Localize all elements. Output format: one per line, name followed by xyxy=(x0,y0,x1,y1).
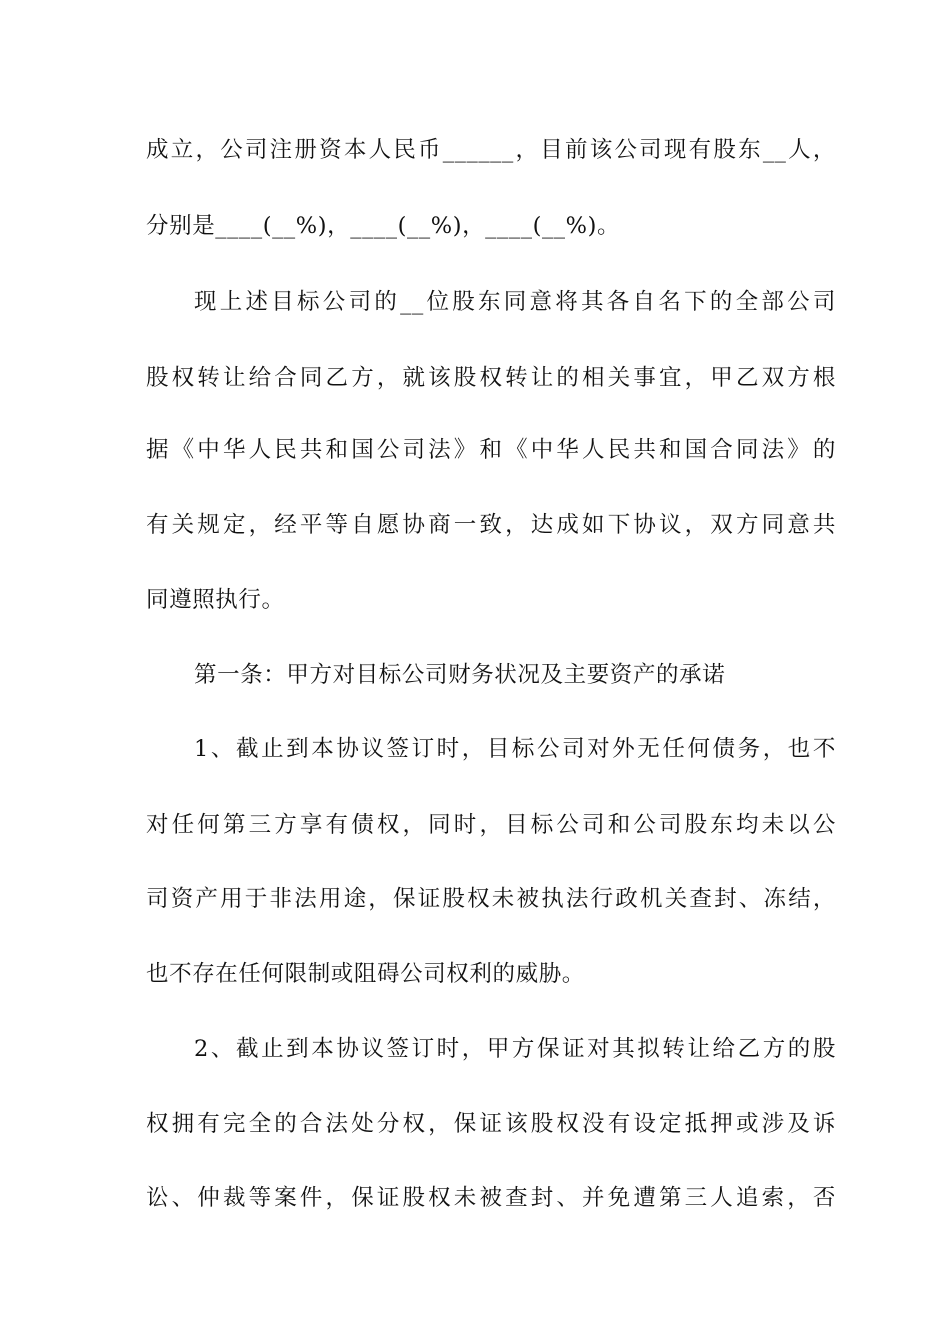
text-line: 讼、仲裁等案件，保证股权未被查封、并免遭第三人追索，否 xyxy=(146,1185,836,1211)
text-line: 据《中华人民共和国公司法》和《中华人民共和国合同法》的 xyxy=(146,437,836,463)
section-heading: 第一条：甲方对目标公司财务状况及主要资产的承诺 xyxy=(194,662,726,688)
text-line: 司资产用于非法用途，保证股权未被执法行政机关查封、冻结， xyxy=(146,886,836,912)
text-line: 同遵照执行。 xyxy=(146,587,285,613)
text-line: 1、截止到本协议签订时，目标公司对外无任何债务，也不 xyxy=(194,736,836,762)
text-line: 对任何第三方享有债权，同时，目标公司和公司股东均未以公 xyxy=(146,812,836,838)
text-line: 也不存在任何限制或阻碍公司权利的威胁。 xyxy=(146,961,585,987)
text-line: 有关规定，经平等自愿协商一致，达成如下协议，双方同意共 xyxy=(146,512,836,538)
text-line: 成立，公司注册资本人民币______，目前该公司现有股东__人， xyxy=(146,137,836,163)
text-line: 2、截止到本协议签订时，甲方保证对其拟转让给乙方的股 xyxy=(194,1036,836,1062)
text-line: 分别是____(__%)，____(__%)，____(__%)。 xyxy=(146,213,621,239)
text-line: 现上述目标公司的__位股东同意将其各自名下的全部公司 xyxy=(194,289,836,315)
text-line: 权拥有完全的合法处分权，保证该股权没有设定抵押或涉及诉 xyxy=(146,1111,836,1137)
text-line: 股权转让给合同乙方，就该股权转让的相关事宜，甲乙双方根 xyxy=(146,365,836,391)
